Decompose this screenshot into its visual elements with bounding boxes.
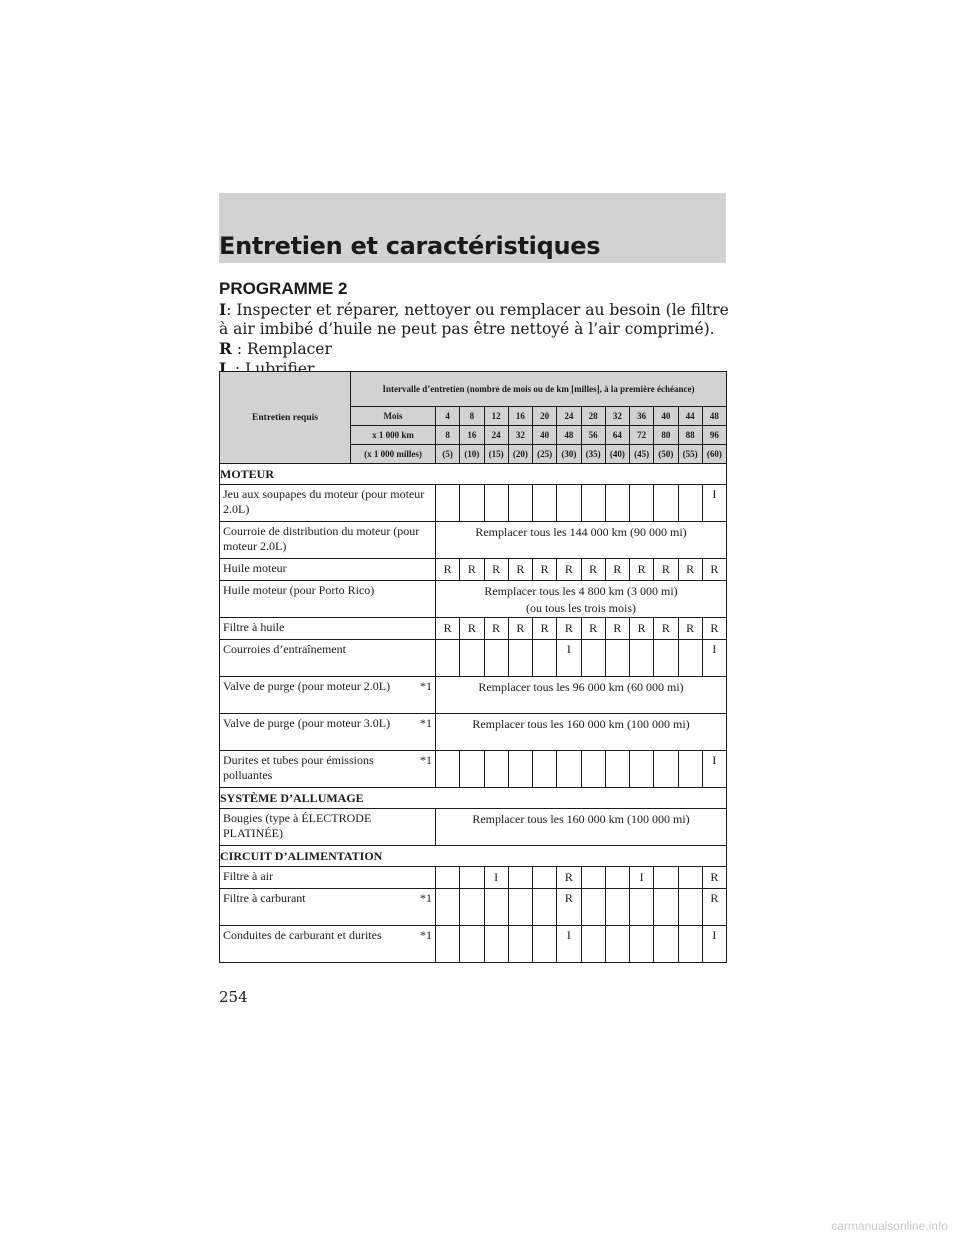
interval-span xyxy=(436,522,727,559)
schedule-cell xyxy=(460,751,484,788)
schedule-cell xyxy=(678,867,702,889)
footnote-marker: *1 xyxy=(420,716,432,730)
item-name xyxy=(220,889,436,926)
schedule-cell xyxy=(460,926,484,963)
interval-span xyxy=(436,714,727,751)
header-cell: 72 xyxy=(630,426,654,445)
schedule-cell xyxy=(533,751,557,788)
schedule-cell xyxy=(508,926,532,963)
schedule-cell: R xyxy=(508,559,532,581)
schedule-cell: R xyxy=(508,618,532,640)
schedule-cell xyxy=(605,889,629,926)
schedule-cell: I xyxy=(702,485,726,522)
table-row xyxy=(220,714,727,751)
schedule-cell xyxy=(605,751,629,788)
item-name xyxy=(220,809,436,846)
page-number: 254 xyxy=(219,988,248,1006)
schedule-cell: R xyxy=(484,559,508,581)
schedule-cell xyxy=(460,485,484,522)
schedule-cell: R xyxy=(702,889,726,926)
schedule-cell: I xyxy=(557,640,581,677)
schedule-cell xyxy=(605,485,629,522)
header-cell: (15) xyxy=(484,445,508,464)
header-cell: 96 xyxy=(702,426,726,445)
item-label: Durites et tubes pour émissions polluantes xyxy=(223,753,374,782)
schedule-cell xyxy=(605,640,629,677)
schedule-cell xyxy=(581,889,605,926)
schedule-cell xyxy=(533,640,557,677)
header-cell: 4 xyxy=(436,407,460,426)
table-row xyxy=(220,751,727,788)
header-cell: 16 xyxy=(508,407,532,426)
header-cell: (55) xyxy=(678,445,702,464)
schedule-cell xyxy=(484,889,508,926)
footnote-marker: *1 xyxy=(420,753,432,767)
header-cell: 88 xyxy=(678,426,702,445)
schedule-cell xyxy=(654,926,678,963)
table-row xyxy=(220,867,727,889)
item-name xyxy=(220,522,436,559)
schedule-cell xyxy=(654,889,678,926)
schedule-cell xyxy=(630,926,654,963)
item-label: Huile moteur (pour Porto Rico) xyxy=(223,583,375,597)
section-row xyxy=(220,464,727,485)
schedule-cell xyxy=(630,640,654,677)
schedule-cell xyxy=(484,926,508,963)
schedule-cell: I xyxy=(484,867,508,889)
schedule-cell: R xyxy=(702,867,726,889)
required-label: Entretien requis xyxy=(220,372,351,464)
header-cell: (10) xyxy=(460,445,484,464)
schedule-cell xyxy=(630,889,654,926)
schedule-cell: R xyxy=(436,618,460,640)
header-cell: (40) xyxy=(605,445,629,464)
interval-text-secondary: (ou tous les trois mois) xyxy=(526,601,636,615)
table-row xyxy=(220,581,727,618)
schedule-cell xyxy=(581,751,605,788)
schedule-cell xyxy=(436,926,460,963)
header-row-label: x 1 000 km xyxy=(351,426,436,445)
item-label: Jeu aux soupapes du moteur (pour moteur 2.0L) xyxy=(223,487,425,516)
header-cell: 40 xyxy=(533,426,557,445)
footnote-marker: *1 xyxy=(420,679,432,693)
interval-text: Remplacer tous les 160 000 km (100 000 mi) xyxy=(472,812,690,826)
schedule-cell: R xyxy=(654,559,678,581)
schedule-cell: R xyxy=(605,559,629,581)
schedule-cell xyxy=(533,485,557,522)
header-row-label: Mois xyxy=(351,407,436,426)
schedule-cell: I xyxy=(557,926,581,963)
schedule-cell: R xyxy=(460,559,484,581)
item-name xyxy=(220,926,436,963)
interval-span xyxy=(436,677,727,714)
schedule-cell: R xyxy=(533,618,557,640)
schedule-cell xyxy=(436,889,460,926)
maintenance-table xyxy=(219,371,727,963)
schedule-cell: I xyxy=(702,640,726,677)
schedule-cell xyxy=(436,640,460,677)
schedule-cell xyxy=(678,640,702,677)
item-name xyxy=(220,677,436,714)
item-name xyxy=(220,714,436,751)
schedule-cell xyxy=(436,867,460,889)
schedule-cell xyxy=(630,751,654,788)
schedule-cell xyxy=(654,640,678,677)
schedule-cell xyxy=(581,926,605,963)
schedule-cell: R xyxy=(581,559,605,581)
schedule-cell xyxy=(508,867,532,889)
header-cell: 12 xyxy=(484,407,508,426)
interval-text: Remplacer tous les 160 000 km (100 000 mi) xyxy=(472,717,690,731)
header-cell: 8 xyxy=(460,407,484,426)
footer-watermark[interactable]: carmanualsonline.info xyxy=(831,1219,948,1233)
table-row xyxy=(220,559,727,581)
footnote-marker: *1 xyxy=(420,891,432,905)
header-cell: 32 xyxy=(508,426,532,445)
item-label: Huile moteur xyxy=(223,561,287,575)
schedule-cell: R xyxy=(702,618,726,640)
header-cell: 56 xyxy=(581,426,605,445)
interval-text: Remplacer tous les 96 000 km (60 000 mi) xyxy=(478,680,684,694)
header-cell: (20) xyxy=(508,445,532,464)
schedule-cell xyxy=(533,926,557,963)
schedule-cell xyxy=(654,485,678,522)
header-cell: 40 xyxy=(654,407,678,426)
table-row xyxy=(220,809,727,846)
item-label: Valve de purge (pour moteur 2.0L) xyxy=(223,679,391,693)
item-name xyxy=(220,640,436,677)
interval-label: Intervalle d’entretien (nombre de mois ou de km [milles], à la première échéance) xyxy=(351,372,727,407)
header-cell: (45) xyxy=(630,445,654,464)
schedule-cell xyxy=(605,926,629,963)
item-name xyxy=(220,751,436,788)
schedule-cell xyxy=(460,889,484,926)
schedule-cell: R xyxy=(678,618,702,640)
header-cell: 48 xyxy=(557,426,581,445)
schedule-cell xyxy=(460,640,484,677)
header-cell: (50) xyxy=(654,445,678,464)
schedule-cell: R xyxy=(630,559,654,581)
schedule-cell: R xyxy=(678,559,702,581)
schedule-cell: R xyxy=(533,559,557,581)
interval-text: Remplacer tous les 4 800 km (3 000 mi) xyxy=(484,584,678,598)
section-row xyxy=(220,788,727,809)
header-cell: (60) xyxy=(702,445,726,464)
section-title: CIRCUIT D’ALIMENTATION xyxy=(220,846,727,867)
schedule-cell xyxy=(508,485,532,522)
schedule-cell: R xyxy=(557,559,581,581)
schedule-cell xyxy=(557,751,581,788)
item-label: Filtre à huile xyxy=(223,620,285,634)
schedule-cell: I xyxy=(702,751,726,788)
schedule-cell: R xyxy=(630,618,654,640)
schedule-cell: R xyxy=(436,559,460,581)
table-row xyxy=(220,618,727,640)
schedule-cell xyxy=(581,867,605,889)
header-cell: 32 xyxy=(605,407,629,426)
table-row xyxy=(220,522,727,559)
item-name xyxy=(220,581,436,618)
schedule-cell xyxy=(654,751,678,788)
interval-text: Remplacer tous les 144 000 km (90 000 mi) xyxy=(475,525,687,539)
schedule-cell xyxy=(605,867,629,889)
legend xyxy=(219,300,729,379)
schedule-cell: I xyxy=(630,867,654,889)
section-row xyxy=(220,846,727,867)
header-cell: 48 xyxy=(702,407,726,426)
header-cell: (5) xyxy=(436,445,460,464)
header-cell: 44 xyxy=(678,407,702,426)
header-row-label: (x 1 000 milles) xyxy=(351,445,436,464)
schedule-cell xyxy=(508,751,532,788)
header-cell: 8 xyxy=(436,426,460,445)
schedule-cell: R xyxy=(557,889,581,926)
header-cell: (30) xyxy=(557,445,581,464)
schedule-cell xyxy=(678,889,702,926)
section-title: SYSTÈME D’ALLUMAGE xyxy=(220,788,727,809)
schedule-cell: R xyxy=(460,618,484,640)
page-title: Entretien et caractéristiques xyxy=(219,232,601,260)
item-label: Courroies d’entraînement xyxy=(223,642,346,656)
header-cell: 80 xyxy=(654,426,678,445)
legend-item-i: I: Inspecter et réparer, nettoyer ou remplacer au besoin (le filtre à air imbibé d’huile ne peut pas être nettoyé à l’air comprimé). xyxy=(219,300,729,338)
item-name xyxy=(220,559,436,581)
schedule-cell: R xyxy=(702,559,726,581)
schedule-cell xyxy=(484,751,508,788)
item-label: Conduites de carburant et durites xyxy=(223,928,382,942)
table-row xyxy=(220,485,727,522)
item-name xyxy=(220,618,436,640)
item-name xyxy=(220,867,436,889)
header-cell: 36 xyxy=(630,407,654,426)
table-row xyxy=(220,640,727,677)
schedule-cell xyxy=(581,640,605,677)
item-label: Bougies (type à ÉLECTRODE PLATINÉE) xyxy=(223,811,372,840)
program-title: PROGRAMME 2 xyxy=(219,279,348,298)
header-cell: 28 xyxy=(581,407,605,426)
header-cell: 24 xyxy=(484,426,508,445)
table-header-row xyxy=(220,372,727,407)
schedule-cell xyxy=(654,867,678,889)
schedule-cell xyxy=(630,485,654,522)
item-label: Filtre à air xyxy=(223,869,273,883)
footnote-marker: *1 xyxy=(420,928,432,942)
schedule-cell xyxy=(533,867,557,889)
header-cell: (25) xyxy=(533,445,557,464)
schedule-cell xyxy=(557,485,581,522)
schedule-cell xyxy=(678,485,702,522)
schedule-cell xyxy=(678,926,702,963)
schedule-cell: R xyxy=(557,618,581,640)
item-label: Courroie de distribution du moteur (pour moteur 2.0L) xyxy=(223,524,420,553)
schedule-cell xyxy=(436,485,460,522)
schedule-cell xyxy=(484,485,508,522)
interval-span xyxy=(436,809,727,846)
schedule-cell: R xyxy=(557,867,581,889)
table-row xyxy=(220,926,727,963)
item-name xyxy=(220,485,436,522)
schedule-cell: R xyxy=(605,618,629,640)
legend-item-l: L : Lubrifier xyxy=(219,359,315,378)
header-cell: 20 xyxy=(533,407,557,426)
header-cell: 64 xyxy=(605,426,629,445)
legend-item-r: R : Remplacer xyxy=(219,339,332,358)
table-row xyxy=(220,677,727,714)
interval-span xyxy=(436,581,727,618)
header-cell: 16 xyxy=(460,426,484,445)
header-cell: (35) xyxy=(581,445,605,464)
section-title: MOTEUR xyxy=(220,464,727,485)
schedule-cell xyxy=(508,889,532,926)
item-label: Valve de purge (pour moteur 3.0L) xyxy=(223,716,391,730)
item-label: Filtre à carburant xyxy=(223,891,306,905)
schedule-cell: R xyxy=(581,618,605,640)
schedule-cell xyxy=(484,640,508,677)
schedule-cell xyxy=(460,867,484,889)
schedule-cell: I xyxy=(702,926,726,963)
schedule-cell xyxy=(581,485,605,522)
schedule-cell: R xyxy=(654,618,678,640)
schedule-cell xyxy=(533,889,557,926)
table-row xyxy=(220,889,727,926)
schedule-cell xyxy=(436,751,460,788)
schedule-cell: R xyxy=(484,618,508,640)
header-cell: 24 xyxy=(557,407,581,426)
schedule-cell xyxy=(508,640,532,677)
schedule-cell xyxy=(678,751,702,788)
